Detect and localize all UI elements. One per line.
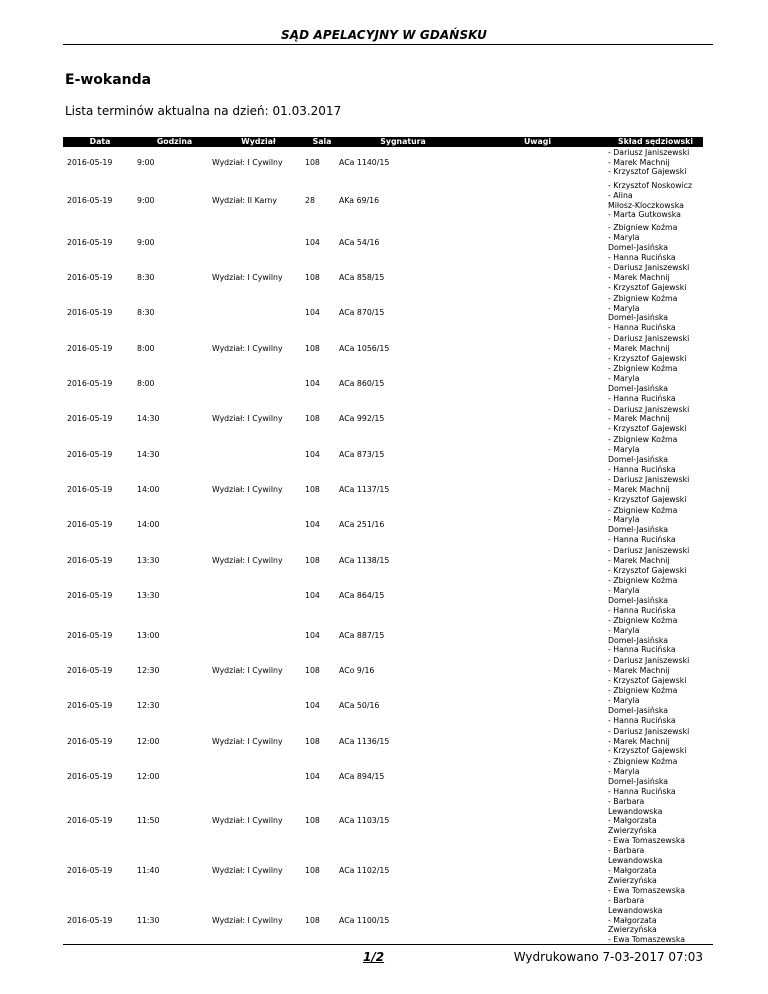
judge-line: - Alina bbox=[608, 190, 633, 200]
cell-time: 11:40 bbox=[137, 865, 160, 875]
judge-line: - Krzysztof Gajewski bbox=[608, 167, 687, 177]
cell-notes bbox=[467, 475, 608, 506]
judge-line: - Dariusz Janiszewski bbox=[608, 545, 690, 555]
cell-judges bbox=[608, 896, 703, 946]
cell-signature: ACa 992/15 bbox=[339, 414, 385, 424]
cell-date: 2016-05-19 bbox=[67, 915, 113, 925]
judge-line: - Maryla bbox=[608, 586, 640, 596]
hearings-table bbox=[63, 137, 703, 945]
judge-line: - Krzysztof Gajewski bbox=[608, 353, 687, 363]
table-row bbox=[63, 726, 703, 757]
judge-line: - Barbara bbox=[608, 846, 645, 856]
cell-notes bbox=[467, 655, 608, 686]
cell-signature: ACa 864/15 bbox=[339, 590, 385, 600]
table-row bbox=[63, 757, 703, 797]
judge-line: - Małgorzata bbox=[608, 915, 657, 925]
cell-department: Wydział: I Cywilny bbox=[212, 665, 283, 675]
table-row bbox=[63, 364, 703, 404]
cell-signature: ACa 860/15 bbox=[339, 379, 385, 389]
cell-judges bbox=[608, 223, 703, 263]
judge-line: - Hanna Rucińska bbox=[608, 535, 676, 545]
cell-room: 108 bbox=[305, 816, 320, 826]
cell-notes bbox=[467, 223, 608, 263]
cell-room: 104 bbox=[305, 630, 320, 640]
cell-time: 8:00 bbox=[137, 343, 155, 353]
cell-time: 8:30 bbox=[137, 273, 155, 283]
cell-department: Wydział: I Cywilny bbox=[212, 865, 283, 875]
judge-line: - Zbigniew Koźma bbox=[608, 223, 678, 232]
judge-line: - Dariusz Janiszewski bbox=[608, 404, 690, 414]
cell-signature: ACa 858/15 bbox=[339, 273, 385, 283]
cell-room: 108 bbox=[305, 343, 320, 353]
judge-line: - Marek Machnij bbox=[608, 555, 670, 565]
table-row bbox=[63, 797, 703, 847]
judge-line: - Zbigniew Koźma bbox=[608, 293, 678, 303]
cell-signature: ACo 9/16 bbox=[339, 665, 375, 675]
judge-line: - Marek Machnij bbox=[608, 736, 670, 746]
column-header-date: Data bbox=[63, 137, 137, 147]
cell-signature: AKa 69/16 bbox=[339, 195, 380, 205]
cell-judges bbox=[608, 576, 703, 616]
cell-time: 9:00 bbox=[137, 237, 155, 247]
cell-department: Wydział: II Karny bbox=[212, 195, 277, 205]
judge-line: - Krzysztof Gajewski bbox=[608, 283, 687, 293]
cell-notes bbox=[467, 435, 608, 475]
cell-time: 12:00 bbox=[137, 771, 160, 781]
table-row bbox=[63, 435, 703, 475]
table-row bbox=[63, 896, 703, 946]
judge-line: - Dariusz Janiszewski bbox=[608, 475, 690, 485]
cell-notes bbox=[467, 846, 608, 896]
cell-date: 2016-05-19 bbox=[67, 590, 113, 600]
judge-line: - Krzysztof Gajewski bbox=[608, 424, 687, 434]
judge-line: - Maryla bbox=[608, 303, 640, 313]
cell-signature: ACa 870/15 bbox=[339, 308, 385, 318]
cell-judges bbox=[608, 757, 703, 797]
judge-line: - Hanna Rucińska bbox=[608, 605, 676, 615]
judge-line: - Hanna Rucińska bbox=[608, 252, 676, 262]
cell-room: 104 bbox=[305, 771, 320, 781]
judge-line: Lewandowska bbox=[608, 806, 663, 816]
judge-line: Domel-Jasińska bbox=[608, 776, 669, 786]
table-row bbox=[63, 223, 703, 263]
judge-line: Zwierzyńska bbox=[608, 875, 657, 885]
judge-line: Domel-Jasińska bbox=[608, 384, 669, 394]
cell-judges bbox=[608, 616, 703, 656]
cell-signature: ACa 1100/15 bbox=[339, 915, 390, 925]
judge-line: - Marek Machnij bbox=[608, 273, 670, 283]
judge-line: - Marek Machnij bbox=[608, 414, 670, 424]
judge-line: Zwierzyńska bbox=[608, 826, 657, 836]
cell-date: 2016-05-19 bbox=[67, 630, 113, 640]
cell-date: 2016-05-19 bbox=[67, 865, 113, 875]
judge-line: - Dariusz Janiszewski bbox=[608, 726, 690, 736]
cell-department: Wydział: I Cywilny bbox=[212, 555, 283, 565]
court-name-header: SĄD APELACYJNY W GDAŃSKU bbox=[281, 28, 487, 42]
judge-line: Domel-Jasińska bbox=[608, 706, 669, 716]
cell-notes bbox=[467, 294, 608, 334]
column-header-signature: Sygnatura bbox=[339, 137, 467, 147]
cell-signature: ACa 50/16 bbox=[339, 701, 380, 711]
judge-line: Lewandowska bbox=[608, 856, 663, 866]
cell-room: 104 bbox=[305, 237, 320, 247]
cell-room: 108 bbox=[305, 555, 320, 565]
cell-notes bbox=[467, 545, 608, 576]
judge-line: - Marta Gutkowska bbox=[608, 210, 681, 220]
cell-room: 28 bbox=[305, 195, 315, 205]
judge-line: - Hanna Rucińska bbox=[608, 464, 676, 474]
cell-department bbox=[212, 616, 305, 656]
cell-notes bbox=[467, 263, 608, 294]
cell-signature: ACa 1103/15 bbox=[339, 816, 390, 826]
table-row bbox=[63, 404, 703, 435]
cell-notes bbox=[467, 404, 608, 435]
cell-judges bbox=[608, 178, 703, 223]
judge-line: - Krzysztof Gajewski bbox=[608, 746, 687, 756]
judge-line: - Marek Machnij bbox=[608, 157, 670, 167]
cell-room: 108 bbox=[305, 665, 320, 675]
cell-time: 12:00 bbox=[137, 736, 160, 746]
table-row bbox=[63, 655, 703, 686]
cell-date: 2016-05-19 bbox=[67, 816, 113, 826]
cell-signature: ACa 873/15 bbox=[339, 449, 385, 459]
judge-line: - Maryla bbox=[608, 625, 640, 635]
cell-time: 14:00 bbox=[137, 520, 160, 530]
cell-notes bbox=[467, 757, 608, 797]
judge-line: - Dariusz Janiszewski bbox=[608, 263, 690, 273]
judge-line: - Marek Machnij bbox=[608, 485, 670, 495]
cell-department bbox=[212, 576, 305, 616]
table-row bbox=[63, 506, 703, 546]
cell-date: 2016-05-19 bbox=[67, 449, 113, 459]
cell-date: 2016-05-19 bbox=[67, 237, 113, 247]
cell-department: Wydział: I Cywilny bbox=[212, 273, 283, 283]
judge-line: - Maryla bbox=[608, 515, 640, 525]
table-row bbox=[63, 294, 703, 334]
cell-date: 2016-05-19 bbox=[67, 195, 113, 205]
judge-line: - Maryla bbox=[608, 766, 640, 776]
cell-room: 108 bbox=[305, 736, 320, 746]
cell-signature: ACa 894/15 bbox=[339, 771, 385, 781]
cell-date: 2016-05-19 bbox=[67, 555, 113, 565]
cell-date: 2016-05-19 bbox=[67, 343, 113, 353]
cell-time: 14:30 bbox=[137, 414, 160, 424]
judge-line: Zwierzyńska bbox=[608, 925, 657, 935]
table-header-row bbox=[63, 137, 703, 147]
cell-judges bbox=[608, 475, 703, 506]
cell-room: 104 bbox=[305, 701, 320, 711]
table-row bbox=[63, 475, 703, 506]
judge-line: - Maryla bbox=[608, 374, 640, 384]
cell-room: 104 bbox=[305, 308, 320, 318]
cell-department bbox=[212, 757, 305, 797]
cell-room: 104 bbox=[305, 520, 320, 530]
cell-department bbox=[212, 435, 305, 475]
cell-judges bbox=[608, 846, 703, 896]
cell-signature: ACa 1138/15 bbox=[339, 555, 390, 565]
cell-judges bbox=[608, 404, 703, 435]
table-row bbox=[63, 686, 703, 726]
judge-line: - Marek Machnij bbox=[608, 343, 670, 353]
cell-judges bbox=[608, 333, 703, 364]
cell-signature: ACa 1137/15 bbox=[339, 485, 390, 495]
cell-time: 8:30 bbox=[137, 308, 155, 318]
cell-time: 14:00 bbox=[137, 485, 160, 495]
cell-signature: ACa 1140/15 bbox=[339, 157, 390, 167]
table-row bbox=[63, 616, 703, 656]
cell-room: 104 bbox=[305, 590, 320, 600]
cell-time: 13:30 bbox=[137, 555, 160, 565]
cell-judges bbox=[608, 686, 703, 726]
judge-line: Domel-Jasińska bbox=[608, 313, 669, 323]
judge-line: - Hanna Rucińska bbox=[608, 393, 676, 403]
cell-notes bbox=[467, 147, 608, 178]
printed-timestamp: Wydrukowano 7-03-2017 07:03 bbox=[513, 950, 703, 964]
judge-line: - Dariusz Janiszewski bbox=[608, 333, 690, 343]
cell-date: 2016-05-19 bbox=[67, 273, 113, 283]
cell-time: 11:50 bbox=[137, 816, 160, 826]
cell-judges bbox=[608, 364, 703, 404]
judge-line: - Dariusz Janiszewski bbox=[608, 147, 690, 157]
cell-judges bbox=[608, 147, 703, 178]
cell-judges bbox=[608, 506, 703, 546]
table-row bbox=[63, 333, 703, 364]
judge-line: - Zbigniew Koźma bbox=[608, 576, 678, 586]
cell-room: 108 bbox=[305, 915, 320, 925]
judge-line: - Krzysztof Gajewski bbox=[608, 675, 687, 685]
cell-department: Wydział: I Cywilny bbox=[212, 343, 283, 353]
judge-line: - Maryla bbox=[608, 696, 640, 706]
cell-department: Wydział: I Cywilny bbox=[212, 157, 283, 167]
judge-line: - Ewa Tomaszewska bbox=[608, 885, 685, 895]
header-divider bbox=[63, 44, 713, 45]
cell-time: 13:00 bbox=[137, 630, 160, 640]
judge-line: - Hanna Rucińska bbox=[608, 645, 676, 655]
judge-line: - Zbigniew Koźma bbox=[608, 757, 678, 766]
cell-notes bbox=[467, 576, 608, 616]
column-header-department: Wydział bbox=[212, 137, 305, 147]
cell-judges bbox=[608, 655, 703, 686]
judge-line: - Zbigniew Koźma bbox=[608, 364, 678, 374]
judge-line: - Krzysztof Gajewski bbox=[608, 565, 687, 575]
column-header-judges: Skład sędziowski bbox=[608, 137, 703, 147]
cell-notes bbox=[467, 616, 608, 656]
cell-signature: ACa 1102/15 bbox=[339, 865, 390, 875]
judge-line: - Zbigniew Koźma bbox=[608, 505, 678, 515]
table-row bbox=[63, 178, 703, 223]
column-header-room: Sala bbox=[305, 137, 339, 147]
cell-date: 2016-05-19 bbox=[67, 736, 113, 746]
cell-notes bbox=[467, 896, 608, 946]
table-row bbox=[63, 263, 703, 294]
cell-time: 14:30 bbox=[137, 449, 160, 459]
judge-line: - Marek Machnij bbox=[608, 665, 670, 675]
judge-line: - Barbara bbox=[608, 796, 645, 806]
cell-room: 104 bbox=[305, 449, 320, 459]
cell-date: 2016-05-19 bbox=[67, 771, 113, 781]
judge-line: - Zbigniew Koźma bbox=[608, 615, 678, 625]
cell-time: 11:30 bbox=[137, 915, 160, 925]
cell-time: 8:00 bbox=[137, 379, 155, 389]
cell-department: Wydział: I Cywilny bbox=[212, 414, 283, 424]
cell-room: 108 bbox=[305, 273, 320, 283]
judge-line: - Hanna Rucińska bbox=[608, 786, 676, 796]
judge-line: - Ewa Tomaszewska bbox=[608, 935, 685, 945]
judge-line: - Zbigniew Koźma bbox=[608, 434, 678, 444]
cell-time: 9:00 bbox=[137, 157, 155, 167]
cell-department bbox=[212, 223, 305, 263]
cell-department: Wydział: I Cywilny bbox=[212, 915, 283, 925]
cell-date: 2016-05-19 bbox=[67, 520, 113, 530]
cell-signature: ACa 1136/15 bbox=[339, 736, 390, 746]
table-row bbox=[63, 545, 703, 576]
judge-line: - Krzysztof Noskowicz bbox=[608, 180, 693, 190]
cell-time: 12:30 bbox=[137, 701, 160, 711]
judge-line: - Małgorzata bbox=[608, 865, 657, 875]
cell-signature: ACa 251/16 bbox=[339, 520, 385, 530]
cell-signature: ACa 54/16 bbox=[339, 237, 380, 247]
cell-department: Wydział: I Cywilny bbox=[212, 485, 283, 495]
cell-date: 2016-05-19 bbox=[67, 701, 113, 711]
cell-department bbox=[212, 686, 305, 726]
cell-room: 108 bbox=[305, 485, 320, 495]
cell-department: Wydział: I Cywilny bbox=[212, 736, 283, 746]
cell-department bbox=[212, 364, 305, 404]
cell-date: 2016-05-19 bbox=[67, 308, 113, 318]
cell-department bbox=[212, 294, 305, 334]
cell-room: 108 bbox=[305, 865, 320, 875]
cell-time: 9:00 bbox=[137, 195, 155, 205]
judge-line: - Hanna Rucińska bbox=[608, 716, 676, 726]
table-row bbox=[63, 147, 703, 178]
judge-line: - Małgorzata bbox=[608, 816, 657, 826]
page-number: 1/2 bbox=[363, 950, 385, 964]
cell-notes bbox=[467, 726, 608, 757]
column-header-time: Godzina bbox=[137, 137, 212, 147]
judge-line: - Ewa Tomaszewska bbox=[608, 836, 685, 846]
cell-judges bbox=[608, 294, 703, 334]
cell-notes bbox=[467, 506, 608, 546]
table-body bbox=[63, 147, 703, 945]
judge-line: Domel-Jasińska bbox=[608, 242, 669, 252]
cell-date: 2016-05-19 bbox=[67, 665, 113, 675]
table-row bbox=[63, 846, 703, 896]
cell-date: 2016-05-19 bbox=[67, 379, 113, 389]
cell-department bbox=[212, 506, 305, 546]
cell-notes bbox=[467, 178, 608, 223]
page-title: E-wokanda bbox=[65, 72, 152, 88]
judge-line: Domel-Jasińska bbox=[608, 454, 669, 464]
cell-notes bbox=[467, 686, 608, 726]
cell-signature: ACa 887/15 bbox=[339, 630, 385, 640]
cell-date: 2016-05-19 bbox=[67, 157, 113, 167]
judge-line: - Barbara bbox=[608, 895, 645, 905]
judge-line: - Maryla bbox=[608, 232, 640, 242]
cell-date: 2016-05-19 bbox=[67, 485, 113, 495]
cell-date: 2016-05-19 bbox=[67, 414, 113, 424]
cell-judges bbox=[608, 797, 703, 847]
cell-judges bbox=[608, 435, 703, 475]
cell-time: 13:30 bbox=[137, 590, 160, 600]
judge-line: Domel-Jasińska bbox=[608, 595, 669, 605]
column-header-notes: Uwagi bbox=[467, 137, 608, 147]
cell-signature: ACa 1056/15 bbox=[339, 343, 390, 353]
table-row bbox=[63, 576, 703, 616]
judge-line: - Zbigniew Koźma bbox=[608, 686, 678, 696]
cell-room: 108 bbox=[305, 414, 320, 424]
cell-notes bbox=[467, 333, 608, 364]
judge-line: - Krzysztof Gajewski bbox=[608, 494, 687, 504]
list-date-subtitle: Lista terminów aktualna na dzień: 01.03.2017 bbox=[65, 104, 342, 118]
cell-notes bbox=[467, 797, 608, 847]
judge-line: Miłosz-Kloczkowska bbox=[608, 200, 684, 210]
cell-notes bbox=[467, 364, 608, 404]
hearings-table-container bbox=[63, 137, 703, 945]
judge-line: Domel-Jasińska bbox=[608, 635, 669, 645]
cell-time: 12:30 bbox=[137, 665, 160, 675]
cell-room: 104 bbox=[305, 379, 320, 389]
judge-line: - Hanna Rucińska bbox=[608, 323, 676, 333]
judge-line: Domel-Jasińska bbox=[608, 525, 669, 535]
judge-line: - Dariusz Janiszewski bbox=[608, 656, 690, 666]
cell-department: Wydział: I Cywilny bbox=[212, 816, 283, 826]
cell-judges bbox=[608, 545, 703, 576]
judge-line: - Maryla bbox=[608, 444, 640, 454]
cell-judges bbox=[608, 263, 703, 294]
cell-room: 108 bbox=[305, 157, 320, 167]
footer-divider bbox=[63, 944, 713, 945]
cell-judges bbox=[608, 726, 703, 757]
judge-line: Lewandowska bbox=[608, 905, 663, 915]
